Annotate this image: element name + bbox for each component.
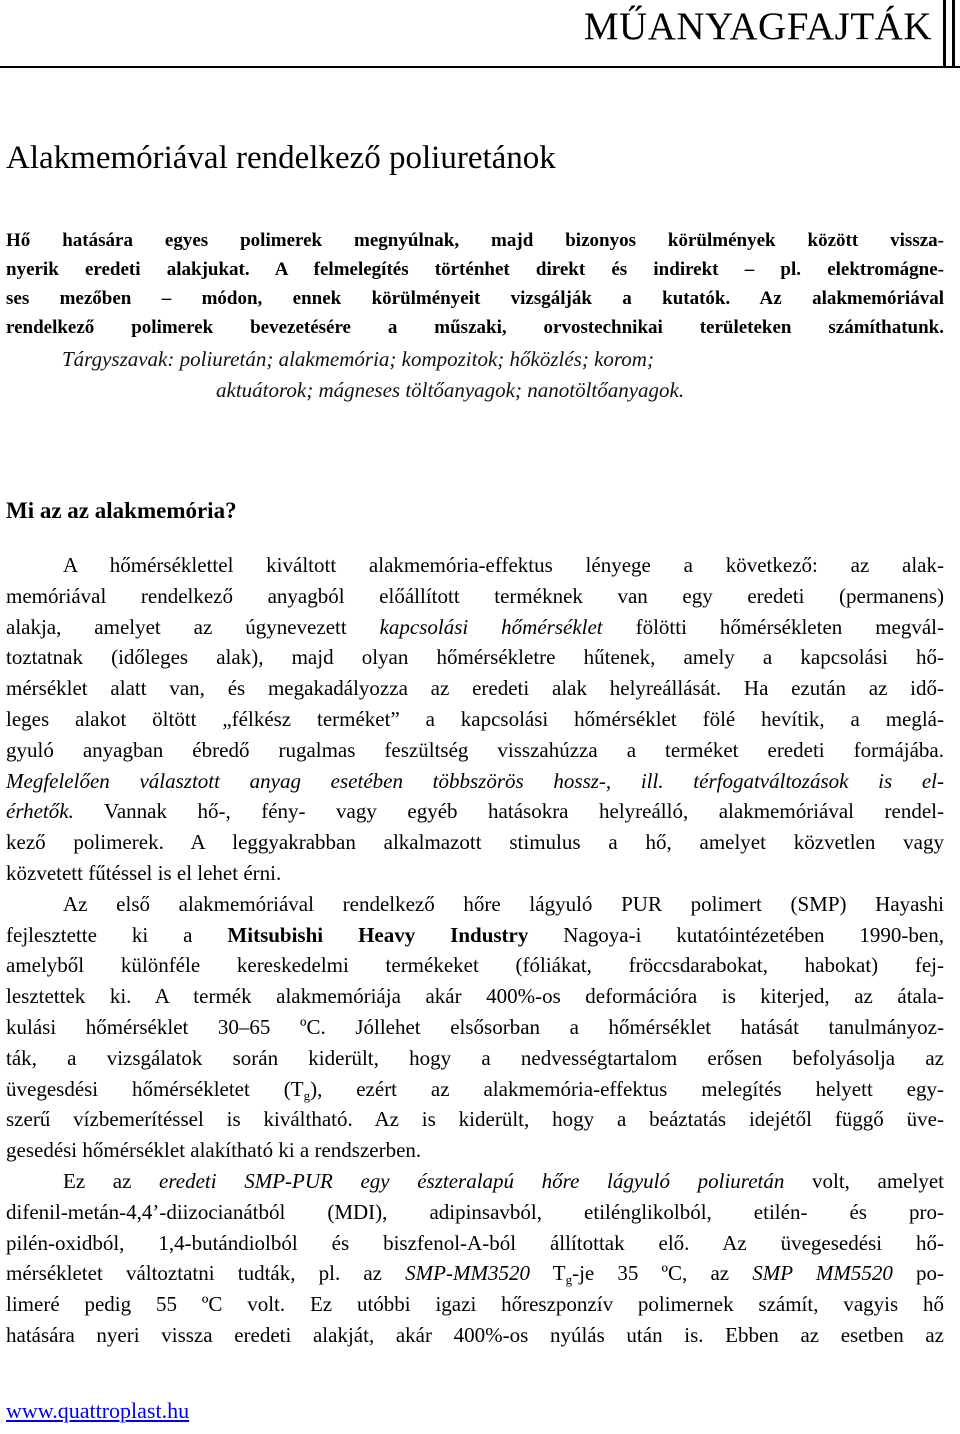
text-run: üvegesdési hőmérsékletet (T (6, 1076, 304, 1101)
keywords (62, 344, 684, 406)
text-line: gesedési hőmérséklet alakítható ki a rendszerben. (6, 1138, 422, 1163)
company-name: Mitsubishi Heavy Industry (227, 922, 529, 947)
text-line: kulási hőmérséklet 30–65 ºC. Jóllehet elsősorban a hőmérséklet hatását tanulmányoz- (6, 1014, 944, 1039)
abstract-line: ses mezőben – módon, ennek körülményeit vizsgálják a kutatók. Az alakmemóriával (6, 288, 944, 309)
text-line: Az első alakmemóriával rendelkező hőre lágyuló PUR polimert (SMP) Hayashi (63, 891, 944, 916)
website-link[interactable]: www.quattroplast.hu (6, 1398, 190, 1423)
text-line: memóriával rendelkező anyagból előállított terméknek van egy eredeti (permanens) (6, 583, 944, 608)
header-vertical-rule (952, 0, 955, 68)
emphasis: eredeti SMP-PUR egy észteralapú hőre lágyuló poliuretán (159, 1168, 785, 1193)
text-run: T (529, 1261, 566, 1286)
abstract-line: nyerik eredeti alakjukat. A felmelegítés történhet direkt és indirekt – pl. elektromágne- (6, 259, 944, 280)
text-run: alakja, amelyet az úgynevezett (6, 614, 380, 639)
section-heading: Mi az az alakmemória? (6, 498, 237, 523)
body-text (6, 550, 944, 1351)
running-header-title: MŰANYAGFAJTÁK (583, 5, 932, 48)
emphasis: SMP-MM3520 (405, 1261, 530, 1286)
text-line: gyuló anyagban ébredő rugalmas feszültség visszahúzza a terméket eredeti formájába. (6, 737, 944, 762)
text-run: Vannak hő-, fény- vagy egyéb hatásokra helyreálló, alakmemóriával rendel- (73, 799, 944, 824)
text-line: hatására nyeri vissza eredeti alakját, akár 400%-os nyúlás után is. Ebben az esetben az (6, 1322, 944, 1347)
abstract-line: Hő hatására egyes polimerek megnyúlnak, majd bizonyos körülmények között vissza- (6, 230, 944, 251)
keywords-line: Tárgyszavak: poliuretán; alakmemória; kompozitok; hőközlés; korom; (62, 347, 654, 371)
text-line (6, 1074, 944, 1105)
emphasis: SMP MM5520 (752, 1261, 893, 1286)
emphasis: Megfelelően választott anyag esetében többszörös hossz-, ill. térfogatváltozások is el- (6, 768, 944, 793)
emphasis: kapcsolási hőmérséklet (379, 614, 603, 639)
text-run: -je 35 ºC, az (572, 1261, 753, 1286)
text-line: mérséklet alatt van, és megakadályozza az eredeti alak helyreállását. Ha ezután az idő- (6, 676, 944, 701)
text-line: szerű vízbemerítéssel is kiváltható. Az is kiderült, hogy a beáztatás idejétől függő üve- (6, 1107, 944, 1132)
text-line: toztatnak (időleges alak), majd olyan hőmérsékletre hűtenek, amely a kapcsolási hő- (6, 645, 944, 670)
text-line: pilén-oxidból, 1,4-butándiolból és biszfenol-A-ból állítottak elő. Az üvegesedési hő- (6, 1230, 944, 1255)
abstract-line: rendelkező polimerek bevezetésére a műszaki, orvostechnikai területeken számíthatunk. (6, 317, 944, 338)
text-run: mérsékletet változtatni tudták, pl. az (6, 1261, 406, 1286)
subscript: g (303, 1087, 311, 1103)
emphasis: érhetők. (6, 799, 74, 824)
text-line (6, 796, 944, 827)
subscript: g (565, 1272, 573, 1288)
text-run: volt, amelyet (784, 1168, 944, 1193)
text-run: po- (892, 1261, 945, 1286)
text-line (6, 612, 944, 643)
text-run: fölötti hőmérsékleten megvál- (602, 614, 944, 639)
keywords-line: aktuátorok; mágneses töltőanyagok; nanotöltőanyagok. (216, 378, 685, 402)
header-rule (0, 66, 960, 68)
text-line: difenil-metán-4,4’-diizocianátból (MDI), adipinsavból, etilénglikolból, etilén- és pro- (6, 1199, 944, 1224)
text-line: ták, a vizsgálatok során kiderült, hogy a nedvességtartalom erősen befolyásolja az (6, 1045, 944, 1070)
text-line: közvetett fűtéssel is el lehet érni. (6, 860, 282, 885)
article-title: Alakmemóriával rendelkező poliuretánok (6, 140, 556, 176)
text-run: ), ezért az alakmemória-effektus melegítés helyett egy- (310, 1076, 944, 1101)
text-run: Nagoya-i kutatóintézetében 1990-ben, (528, 922, 944, 947)
text-line: kező polimerek. A leggyakrabban alkalmazott stimulus a hő, amelyet közvetlen vagy (6, 830, 944, 855)
text-line (6, 1166, 944, 1197)
text-run: Ez az (63, 1168, 160, 1193)
text-run: fejlesztette ki a (6, 922, 228, 947)
text-line: limeré pedig 55 ºC volt. Ez utóbbi igazi hőreszponzív polimernek számít, vagyis hő (6, 1292, 944, 1317)
header-vertical-rule (943, 0, 946, 68)
text-line (6, 920, 944, 951)
abstract (6, 226, 944, 342)
text-line: A hőmérséklettel kiváltott alakmemória-effektus lényege a következő: az alak- (63, 553, 944, 577)
text-line: leges alakot öltött „félkész terméket” a kapcsolási hőmérséklet fölé hevítik, a meglá- (6, 706, 944, 731)
text-line (6, 766, 944, 797)
text-line (6, 1258, 944, 1289)
text-line: lesztettek ki. A termék alakmemóriája akár 400%-os deformációra is kiterjed, az átala- (6, 984, 944, 1009)
text-line: amelyből különféle kereskedelmi termékeket (fóliákat, fröccsdarabokat, habokat) fej- (6, 953, 944, 978)
